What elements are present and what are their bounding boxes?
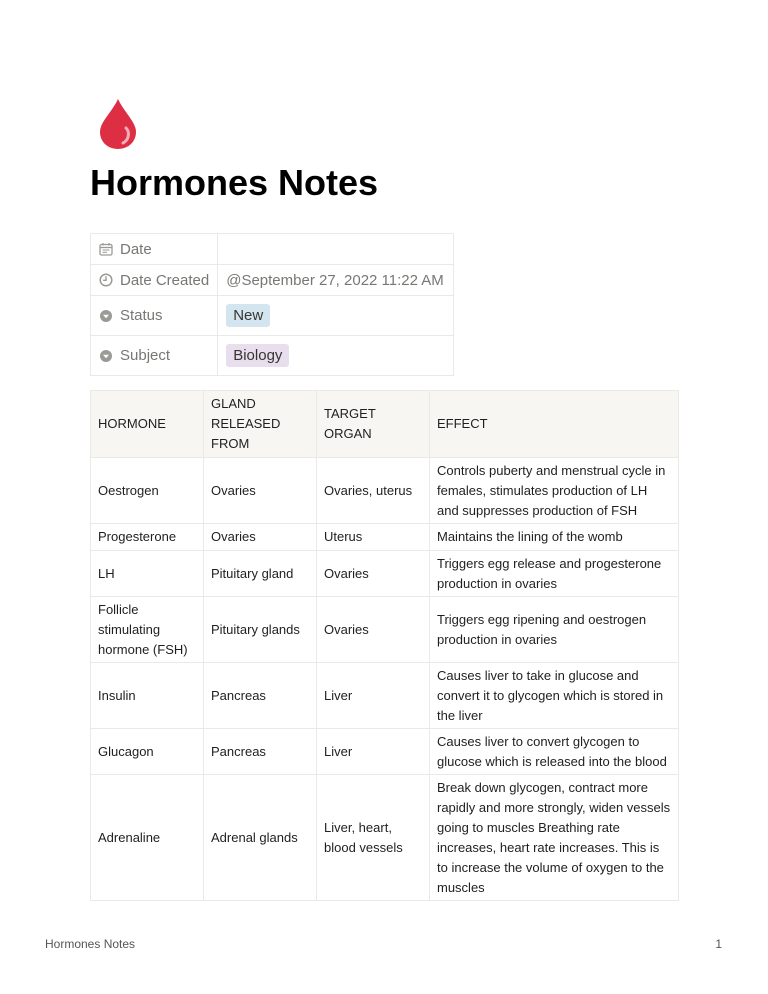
drop-of-blood-icon bbox=[98, 98, 138, 150]
table-cell: Controls puberty and menstrual cycle in females, stimulates production of LH and suppresses production of FSH bbox=[430, 458, 679, 524]
footer-title: Hormones Notes bbox=[45, 937, 136, 951]
table-row bbox=[91, 663, 679, 729]
subject-badge: Biology bbox=[226, 344, 289, 367]
table-row bbox=[91, 597, 679, 663]
calendar-icon bbox=[99, 242, 113, 256]
status-value[interactable] bbox=[218, 296, 454, 336]
table-cell: Liver, heart, blood vessels bbox=[317, 775, 430, 901]
date-value[interactable] bbox=[218, 234, 454, 265]
property-key-label: Status bbox=[120, 307, 163, 324]
property-row-date-created bbox=[91, 265, 454, 296]
table-row bbox=[91, 524, 679, 551]
table-row bbox=[91, 551, 679, 597]
property-row-date bbox=[91, 234, 454, 265]
table-cell: Oestrogen bbox=[91, 458, 204, 524]
table-cell: Pituitary glands bbox=[204, 597, 317, 663]
table-cell: LH bbox=[91, 551, 204, 597]
table-cell: Adrenal glands bbox=[204, 775, 317, 901]
table-cell: Ovaries bbox=[204, 524, 317, 551]
column-header: TARGET ORGAN bbox=[317, 391, 430, 458]
date-created-value: @September 27, 2022 11:22 AM bbox=[218, 265, 454, 296]
select-arrow-icon bbox=[99, 349, 113, 363]
table-cell: Liver bbox=[317, 729, 430, 775]
status-badge: New bbox=[226, 304, 270, 327]
table-cell: Pancreas bbox=[204, 663, 317, 729]
property-row-subject bbox=[91, 336, 454, 376]
table-cell: Causes liver to convert glycogen to glucose which is released into the blood bbox=[430, 729, 679, 775]
table-cell: Pancreas bbox=[204, 729, 317, 775]
property-key-label: Date Created bbox=[120, 271, 210, 289]
property-row-status bbox=[91, 296, 454, 336]
property-key-label: Subject bbox=[120, 347, 171, 364]
subject-value[interactable] bbox=[218, 336, 454, 376]
column-header: GLAND RELEASED FROM bbox=[204, 391, 317, 458]
table-cell: Adrenaline bbox=[91, 775, 204, 901]
table-cell: Ovaries bbox=[317, 597, 430, 663]
column-header: HORMONE bbox=[91, 391, 204, 458]
table-cell: Follicle stimulating hormone (FSH) bbox=[91, 597, 204, 663]
table-cell: Ovaries bbox=[317, 551, 430, 597]
table-cell: Uterus bbox=[317, 524, 430, 551]
clock-icon bbox=[99, 273, 113, 287]
hormone-table bbox=[90, 390, 679, 901]
page-title: Hormones Notes bbox=[90, 162, 379, 203]
table-row bbox=[91, 775, 679, 901]
table-cell: Pituitary gland bbox=[204, 551, 317, 597]
table-cell: Ovaries, uterus bbox=[317, 458, 430, 524]
table-cell: Triggers egg release and progesterone production in ovaries bbox=[430, 551, 679, 597]
property-key[interactable] bbox=[91, 234, 218, 265]
column-header: EFFECT bbox=[430, 391, 679, 458]
table-cell: Triggers egg ripening and oestrogen production in ovaries bbox=[430, 597, 679, 663]
property-key[interactable] bbox=[91, 336, 218, 376]
table-cell: Break down glycogen, contract more rapidly and more strongly, widen vessels going to muscles Breathing rate increases, heart rate increases. This is to increase the volume of oxygen to the muscles bbox=[430, 775, 679, 901]
select-arrow-icon bbox=[99, 309, 113, 323]
property-key[interactable] bbox=[91, 296, 218, 336]
table-cell: Glucagon bbox=[91, 729, 204, 775]
table-cell: Liver bbox=[317, 663, 430, 729]
table-cell: Ovaries bbox=[204, 458, 317, 524]
table-cell: Maintains the lining of the womb bbox=[430, 524, 679, 551]
table-cell: Insulin bbox=[91, 663, 204, 729]
table-header-row bbox=[91, 391, 679, 458]
properties-table bbox=[90, 233, 454, 376]
page-number: 1 bbox=[715, 937, 722, 951]
table-cell: Causes liver to take in glucose and convert it to glycogen which is stored in the liver bbox=[430, 663, 679, 729]
property-key[interactable] bbox=[91, 265, 218, 296]
table-row bbox=[91, 458, 679, 524]
table-row bbox=[91, 729, 679, 775]
property-key-label: Date bbox=[120, 240, 152, 258]
table-cell: Progesterone bbox=[91, 524, 204, 551]
